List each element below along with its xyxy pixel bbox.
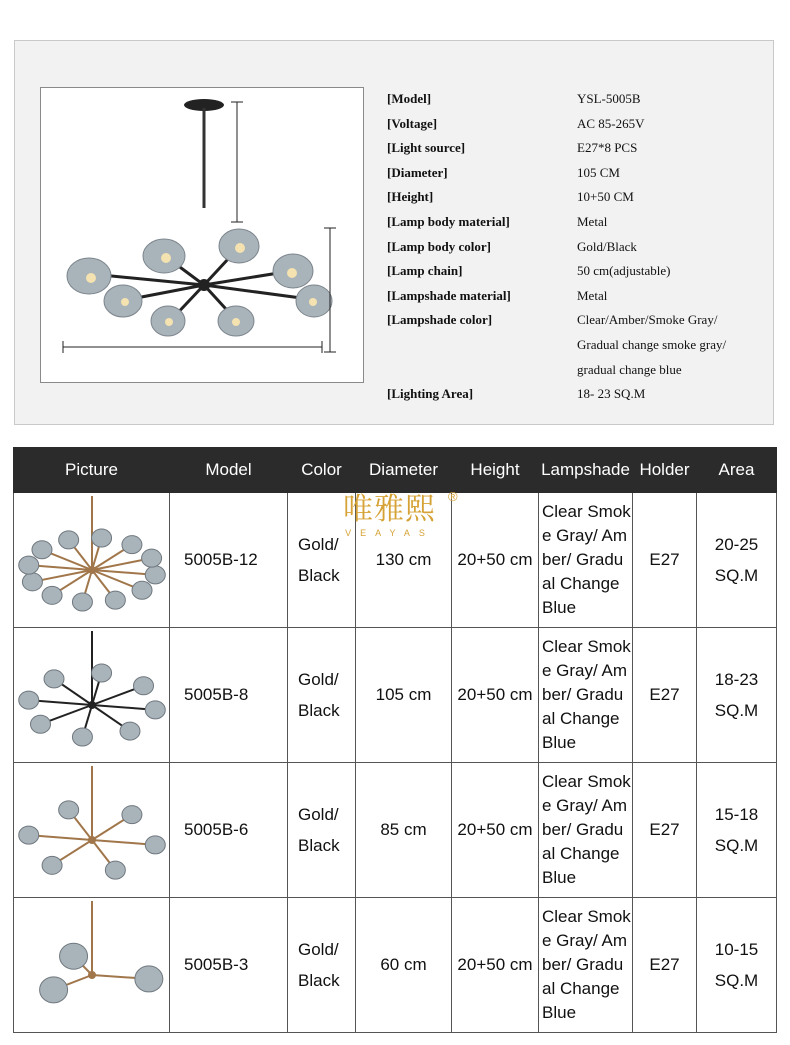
spec-row <box>387 112 767 137</box>
color-text-line2: Black <box>298 971 340 990</box>
chandelier-hub <box>88 971 96 979</box>
table-row <box>14 493 777 628</box>
color-text-line2: Black <box>298 836 340 855</box>
spec-label: [Lamp body material] <box>387 213 510 229</box>
height-text: 20+50 cm <box>457 550 533 569</box>
diameter-text: 105 cm <box>375 685 432 704</box>
cell-height <box>452 763 539 898</box>
cell-color <box>288 763 356 898</box>
spec-value: 105 CM <box>577 164 620 180</box>
cell-holder <box>633 763 697 898</box>
table-row <box>14 628 777 763</box>
glass-shade <box>18 826 38 844</box>
area-text-line2: SQ.M <box>714 971 759 990</box>
cell-lampshade <box>539 628 633 763</box>
glass-shade <box>44 670 64 688</box>
watermark-subtext: VEAYAS <box>345 528 434 538</box>
cell-picture <box>14 493 170 628</box>
spec-value: Gold/Black <box>577 238 637 254</box>
glass-shade <box>18 691 38 709</box>
holder-text: E27 <box>649 550 680 569</box>
chandelier-thumbnail <box>17 766 167 894</box>
cell-color <box>288 493 356 628</box>
holder-text: E27 <box>649 820 680 839</box>
chandelier-thumbnail <box>17 901 167 1029</box>
glass-shade <box>31 541 51 559</box>
product-image-box <box>40 87 364 383</box>
cell-area <box>697 898 777 1033</box>
spec-row <box>387 308 767 333</box>
spec-value: Clear/Amber/Smoke Gray/ <box>577 312 718 328</box>
spec-panel <box>14 40 774 425</box>
color-text-line1: Gold/ <box>298 805 339 824</box>
registered-mark: ® <box>448 489 458 504</box>
color-text-line2: Black <box>298 566 340 585</box>
cell-holder <box>633 898 697 1033</box>
cell-lampshade <box>539 898 633 1033</box>
chandelier-hub <box>88 836 96 844</box>
cell-area <box>697 493 777 628</box>
chandelier-thumbnail <box>17 496 167 624</box>
spec-label: [Lighting Area] <box>387 386 474 402</box>
cell-color <box>288 898 356 1033</box>
spec-row <box>387 185 767 210</box>
spec-value: 18- 23 SQ.M <box>577 386 646 402</box>
glass-shade <box>121 536 141 554</box>
table-row <box>14 763 777 898</box>
model-text: 5005B-12 <box>184 550 258 569</box>
lampshade-text: Clear Smoke Gray/ Amber/ Gradual Change Blue <box>542 772 631 887</box>
cell-picture <box>14 898 170 1033</box>
holder-text: E27 <box>649 685 680 704</box>
spec-row <box>387 210 767 235</box>
glass-shade <box>58 531 78 549</box>
spec-row <box>387 235 767 260</box>
header-diameter: Diameter <box>356 448 452 493</box>
model-text: 5005B-3 <box>184 955 249 974</box>
glass-shade <box>119 722 139 740</box>
spec-value: YSL-5005B <box>577 91 641 106</box>
spec-value: E27*8 PCS <box>577 140 638 156</box>
glass-shade <box>72 593 92 611</box>
cell-picture <box>14 628 170 763</box>
glass-shade <box>91 664 111 682</box>
spec-row <box>387 284 767 309</box>
cell-lampshade <box>539 763 633 898</box>
spec-label: [Lampshade material] <box>387 287 511 303</box>
cell-diameter <box>356 763 452 898</box>
glass-shade <box>105 861 125 879</box>
cell-height <box>452 493 539 628</box>
model-text: 5005B-6 <box>184 820 249 839</box>
glass-shade <box>145 701 165 719</box>
holder-text: E27 <box>649 955 680 974</box>
spec-label <box>387 358 577 383</box>
spec-label: [Diameter] <box>387 164 448 180</box>
header-picture: Picture <box>14 448 170 493</box>
cell-model <box>170 493 288 628</box>
glass-shade <box>91 529 111 547</box>
spec-label: [Lampshade color] <box>387 312 493 328</box>
area-text-line1: 20-25 <box>714 535 759 554</box>
comparison-table-body <box>14 493 777 1033</box>
glass-shade <box>72 728 92 746</box>
cell-holder <box>633 493 697 628</box>
cell-diameter <box>356 628 452 763</box>
cell-area <box>697 628 777 763</box>
glass-shade <box>42 856 62 874</box>
spec-label <box>387 333 577 358</box>
spec-table <box>387 87 767 407</box>
area-text-line1: 10-15 <box>714 940 759 959</box>
height-text: 20+50 cm <box>457 685 533 704</box>
glass-shade <box>133 677 153 695</box>
lampshade-text: Clear Smoke Gray/ Amber/ Gradual Change Blue <box>542 637 631 752</box>
cell-model <box>170 898 288 1033</box>
cell-lampshade <box>539 493 633 628</box>
glass-shade <box>30 715 50 733</box>
area-text-line1: 18-23 <box>714 670 759 689</box>
height-text: 20+50 cm <box>457 955 533 974</box>
color-text-line1: Gold/ <box>298 535 339 554</box>
chandelier-hub <box>88 701 96 709</box>
spec-label: [Voltage] <box>387 115 438 131</box>
spec-label: [Height] <box>387 189 434 205</box>
cell-model <box>170 763 288 898</box>
cell-area <box>697 763 777 898</box>
chandelier-hub <box>88 566 96 574</box>
cell-diameter <box>356 898 452 1033</box>
color-text-line1: Gold/ <box>298 940 339 959</box>
spec-value: AC 85-265V <box>577 115 645 131</box>
spec-value: gradual change blue <box>577 361 682 377</box>
table-row <box>14 898 777 1033</box>
cell-color <box>288 628 356 763</box>
spec-row <box>387 259 767 284</box>
spec-value: Gradual change smoke gray/ <box>577 336 727 352</box>
glass-shade <box>59 943 87 969</box>
spec-label: [Lamp chain] <box>387 263 463 279</box>
glass-shade <box>134 966 162 992</box>
header-holder: Holder <box>633 448 697 493</box>
color-text-line2: Black <box>298 701 340 720</box>
glass-shade <box>145 566 165 584</box>
spec-value: 10+50 CM <box>577 189 634 205</box>
glass-shade <box>58 801 78 819</box>
header-height: Height <box>452 448 539 493</box>
area-text-line1: 15-18 <box>714 805 759 824</box>
cell-picture <box>14 763 170 898</box>
spec-row <box>387 87 767 112</box>
glass-shade <box>42 586 62 604</box>
cell-holder <box>633 628 697 763</box>
area-text-line2: SQ.M <box>714 566 759 585</box>
header-color: Color <box>288 448 356 493</box>
glass-shade <box>145 836 165 854</box>
glass-shade <box>105 591 125 609</box>
cell-height <box>452 628 539 763</box>
watermark-text: 唯雅熙 <box>343 492 436 527</box>
spec-row <box>387 382 767 407</box>
model-text: 5005B-8 <box>184 685 249 704</box>
glass-shade <box>18 556 38 574</box>
height-text: 20+50 cm <box>457 820 533 839</box>
color-text-line1: Gold/ <box>298 670 339 689</box>
spec-row <box>387 358 767 383</box>
chandelier-thumbnail <box>17 631 167 759</box>
diameter-text: 60 cm <box>380 955 427 974</box>
glass-shade <box>121 806 141 824</box>
spec-row <box>387 136 767 161</box>
area-text-line2: SQ.M <box>714 836 759 855</box>
spec-value: Metal <box>577 213 608 229</box>
chandelier-dimension-drawing <box>41 88 363 382</box>
spec-label: [Light source] <box>387 140 466 156</box>
diameter-text: 85 cm <box>380 820 427 839</box>
header-lampshade: Lampshade <box>539 448 633 493</box>
glass-shade <box>132 581 152 599</box>
spec-label: [Model] <box>387 91 432 106</box>
cell-model <box>170 628 288 763</box>
spec-value: Metal <box>577 287 608 303</box>
cell-height <box>452 898 539 1033</box>
glass-shade <box>141 549 161 567</box>
lampshade-text: Clear Smoke Gray/ Amber/ Gradual Change Blue <box>542 502 631 617</box>
table-header-row <box>14 448 777 493</box>
comparison-table <box>13 447 777 1033</box>
glass-shade <box>22 573 42 591</box>
header-area: Area <box>697 448 777 493</box>
spec-value: 50 cm(adjustable) <box>577 263 671 279</box>
spec-row <box>387 333 767 358</box>
diameter-text: 130 cm <box>375 550 432 569</box>
lampshade-text: Clear Smoke Gray/ Amber/ Gradual Change Blue <box>542 907 631 1022</box>
cell-diameter <box>356 493 452 628</box>
spec-label: [Lamp body color] <box>387 238 491 254</box>
header-model: Model <box>170 448 288 493</box>
glass-shade <box>39 977 67 1003</box>
spec-row <box>387 161 767 186</box>
area-text-line2: SQ.M <box>714 701 759 720</box>
